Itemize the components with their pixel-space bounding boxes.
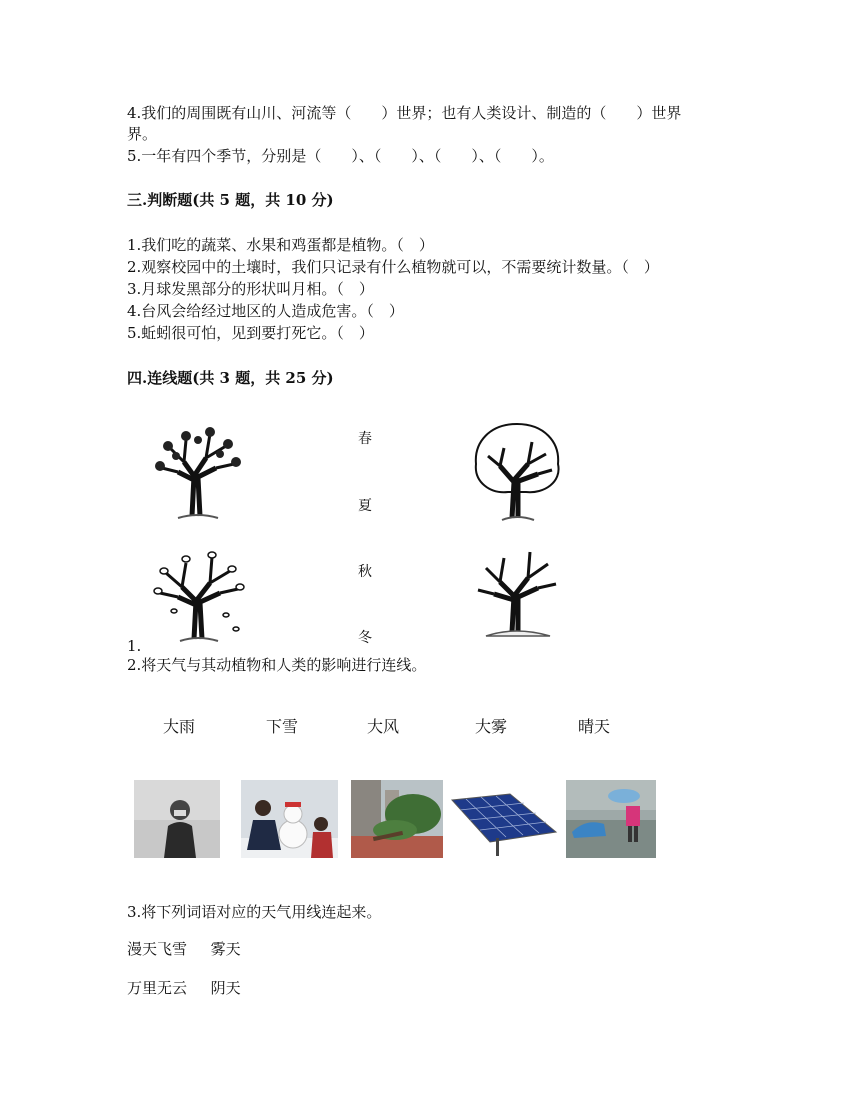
weather-label-strong-wind: 大风 [367, 717, 400, 736]
fallen-tree-photo [351, 780, 443, 858]
winter-tree-image [472, 544, 560, 640]
weather-label-sunny: 晴天 [578, 717, 611, 736]
q3-row-1 [127, 939, 241, 959]
season-summer: 夏 [358, 498, 372, 514]
flooded-street-photo [566, 780, 656, 858]
judge-item-3: 3.月球发黑部分的形状叫月相。（ ） [127, 280, 374, 298]
question-4-line-2: 界。 [127, 125, 158, 143]
fog-person-photo [134, 780, 220, 858]
season-winter: 冬 [358, 630, 372, 646]
match-question-3: 3.将下列词语对应的天气用线连起来。 [127, 903, 382, 921]
match-question-2: 2.将天气与其动植物和人类的影响进行连线。 [127, 656, 427, 674]
q3-phrase-2: 万里无云 [127, 979, 188, 997]
match-question-1-number: 1. [127, 637, 142, 655]
judge-item-2: 2.观察校园中的土壤时，我们只记录有什么植物就可以，不需要统计数量。（ ） [127, 258, 659, 276]
judge-item-1: 1.我们吃的蔬菜、水果和鸡蛋都是植物。（ ） [127, 236, 434, 254]
question-4-line-1: 4.我们的周围既有山川、河流等（ ）世界；也有人类设计、制造的（ ）世界 [127, 104, 682, 122]
summer-tree-image [468, 420, 566, 524]
solar-panel-photo [448, 780, 558, 858]
question-5: 5.一年有四个季节，分别是（ ）、（ ）、（ ）、（ ）。 [127, 147, 554, 165]
weather-label-snow: 下雪 [266, 717, 299, 736]
section-3-heading: 三.判断题(共 5 题，共 10 分) [127, 191, 334, 209]
q3-row-2 [127, 978, 241, 998]
weather-label-heavy-rain: 大雨 [163, 717, 196, 736]
section-4-heading: 四.连线题(共 3 题，共 25 分) [127, 369, 334, 387]
q3-weather-2: 阴天 [210, 979, 241, 997]
q3-weather-1: 雾天 [210, 940, 241, 958]
autumn-tree-image [146, 545, 250, 645]
q3-phrase-1: 漫天飞雪 [127, 940, 188, 958]
judge-item-4: 4.台风会给经过地区的人造成危害。（ ） [127, 302, 404, 320]
weather-label-heavy-fog: 大雾 [475, 717, 508, 736]
snowman-photo [241, 780, 338, 858]
season-autumn: 秋 [358, 564, 372, 580]
judge-item-5: 5.蚯蚓很可怕，见到要打死它。（ ） [127, 324, 374, 342]
season-spring: 春 [358, 431, 372, 447]
spring-tree-image [148, 418, 248, 522]
